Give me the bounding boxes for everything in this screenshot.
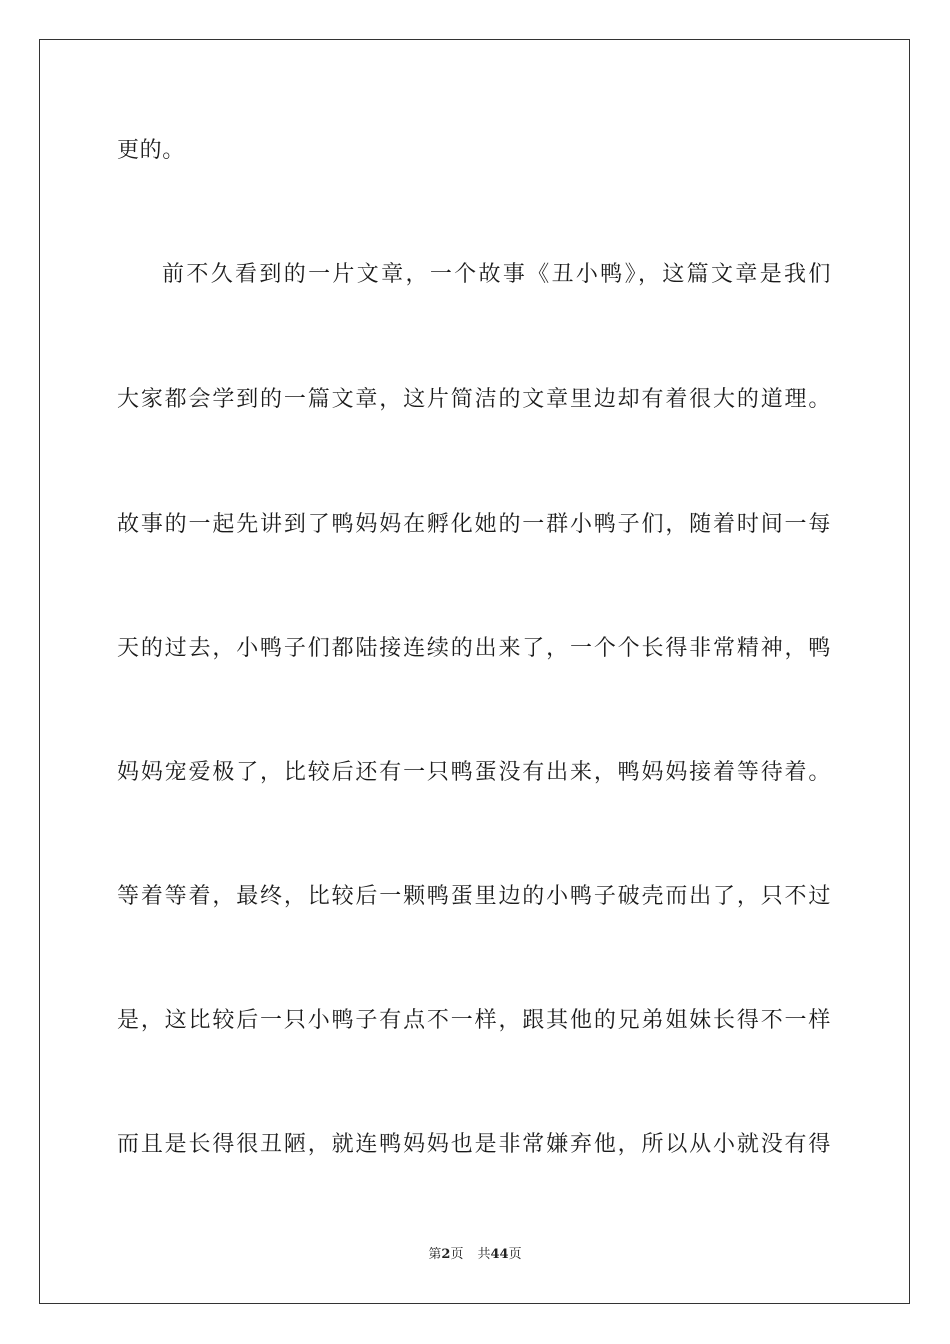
text-line-8: 是，这比较后一只小鸭子有点不一样，跟其他的兄弟姐妹长得不一样 <box>117 1008 831 1033</box>
text-line-6: 妈妈宠爱极了，比较后还有一只鸭蛋没有出来，鸭妈妈接着等待着。 <box>117 760 831 785</box>
text-line-2: 前不久看到的一片文章，一个故事《丑小鸭》，这篇文章是我们 <box>162 262 831 287</box>
page-label-prefix: 第 <box>428 1247 442 1262</box>
total-label-suffix: 页 <box>508 1247 522 1262</box>
text-line-9: 而且是长得很丑陋，就连鸭妈妈也是非常嫌弃他，所以从小就没有得 <box>117 1132 831 1157</box>
total-pages: 44 <box>490 1247 509 1262</box>
text-line-3: 大家都会学到的一篇文章，这片简洁的文章里边却有着很大的道理。 <box>117 387 831 412</box>
page-footer <box>0 1246 950 1264</box>
page-border <box>39 39 910 1304</box>
text-line-7: 等着等着，最终，比较后一颗鸭蛋里边的小鸭子破壳而出了，只不过 <box>117 884 831 909</box>
page-label-suffix: 页 <box>450 1247 464 1262</box>
page-number: 2 <box>441 1247 451 1262</box>
text-line-4: 故事的一起先讲到了鸭妈妈在孵化她的一群小鸭子们，随着时间一每 <box>117 512 831 537</box>
text-line-5: 天的过去，小鸭子们都陆接连续的出来了，一个个长得非常精神，鸭 <box>117 636 831 661</box>
text-line-1: 更的。 <box>117 138 185 163</box>
total-label-prefix: 共 <box>477 1247 491 1262</box>
